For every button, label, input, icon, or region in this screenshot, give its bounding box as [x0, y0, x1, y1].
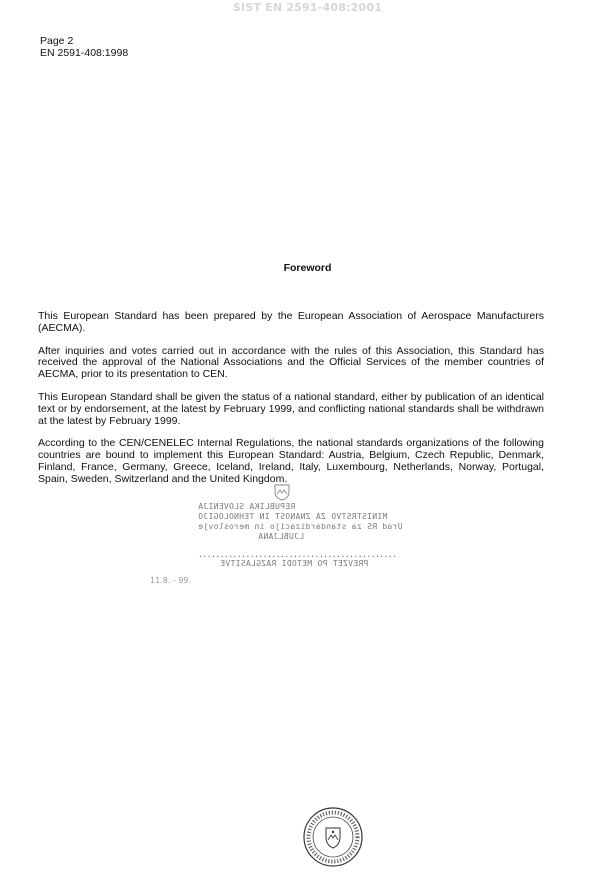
foreword-heading: Foreword — [283, 262, 332, 274]
paragraph-1: This European Standard has been prepared by the European Association of Aerospace Manufacturers (AECMA). — [38, 310, 544, 334]
paragraph-3: This European Standard shall be given the status of a national standard, either by publication of an identical text or by endorsement, at the latest by February 1999, and conflicting national standards shall be withdrawn at the latest by February 1999. — [38, 390, 544, 427]
page-number: Page 2 — [40, 35, 74, 47]
stamp-line-ministry: MINISTRSTVO ZA ZNANOST IN TEHNOLOGIJO — [198, 512, 388, 521]
stamp-line-adoption: PREVZET PO METODI RAZGLASITVE — [220, 559, 369, 568]
paragraph-4: According to the CEN/CENELEC Internal Regulations, the national standards organizations of the following countries are bound to implement this European Standard: Austria, Belgium, Czech Republic, Denmark, Finland, France, Germany, Greece, Iceland, Ireland, Italy, Luxembourg, Netherlands, Norway, Portugal, Spain, Sweden, Switzerland and the United Kingdom. — [38, 437, 544, 485]
stamp-line-country: REPUBLIKA SLOVENIJA — [198, 502, 296, 511]
coat-of-arms-icon — [272, 482, 292, 502]
document-number: EN 2591-408:1998 — [40, 47, 129, 59]
handwritten-note: 11.8. - 99. — [150, 576, 192, 585]
page-header — [40, 35, 128, 59]
foreword-body — [38, 311, 544, 497]
document-watermark: SIST EN 2591-408:2001 — [232, 1, 383, 14]
official-seal-icon — [302, 806, 364, 868]
paragraph-2: After inquiries and votes carried out in accordance with the rules of this Association, this Standard has received the approval of the National Associations and the Official Services of the member countries of AECMA, prior to its presentation to CEN. — [38, 344, 544, 381]
stamp-line-city: LJUBLJANA — [258, 532, 305, 541]
signature-line: .............................................. — [198, 550, 397, 559]
stamp-line-office: Urad RS za standardizacijo in meroslovje — [198, 522, 403, 531]
approval-stamp — [198, 488, 403, 569]
